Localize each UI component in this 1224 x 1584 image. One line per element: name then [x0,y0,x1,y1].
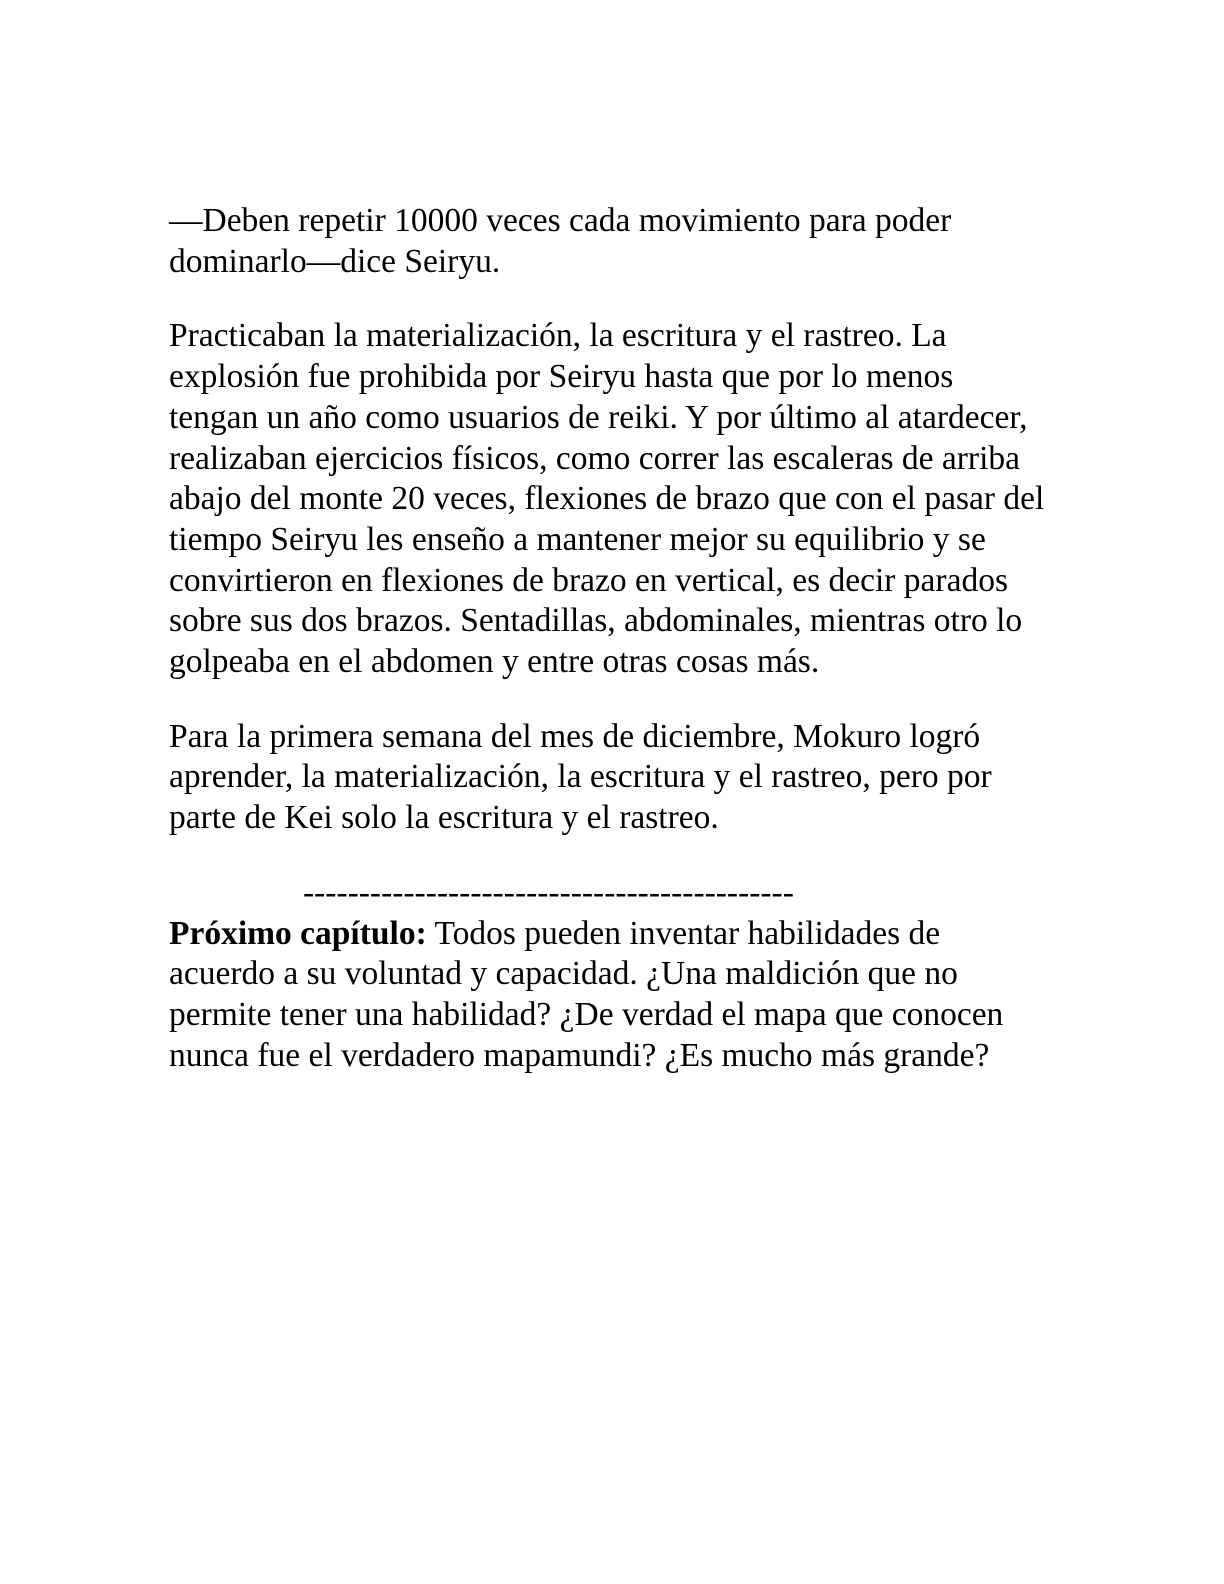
next-chapter-text: Todos pueden inventar habilidades de acuerdo a su voluntad y capacidad. ¿Una maldición que no permite tener una habilidad? ¿De verdad el mapa que conocen nunca fue el verdadero mapamundi? ¿Es mucho más grande? [169,914,1004,1074]
next-chapter-label: Próximo capítulo: [169,914,427,952]
next-chapter-preview [169,914,1049,1077]
paragraph-progress: Para la primera semana del mes de diciembre, Mokuro logró aprender, la materialización, la escritura y el rastreo, pero por parte de Kei solo la escritura y el rastreo. [169,717,992,837]
document-page [169,201,1049,1076]
section-divider: -------------------------------------------- [303,873,794,911]
paragraph-training: Practicaban la materialización, la escritura y el rastreo. La explosión fue prohibida por Seiryu hasta que por lo menos tengan un año como usuarios de reiki. Y por último al atardecer, realizaban ejercicios físicos, como correr las escaleras de arriba abajo del monte 20 veces, flexiones de brazo que con el pasar del tiempo Seiryu les enseño a mantener mejor su equilibrio y se convirtieron en flexiones de brazo en vertical, es decir parados sobre sus dos brazos. Sentadillas, abdominales, mientras otro lo golpeaba en el abdomen y entre otras cosas más. [169,317,1045,681]
paragraph-dialogue: —Deben repetir 10000 veces cada movimiento para poder dominarlo—dice Seiryu. [169,202,952,280]
